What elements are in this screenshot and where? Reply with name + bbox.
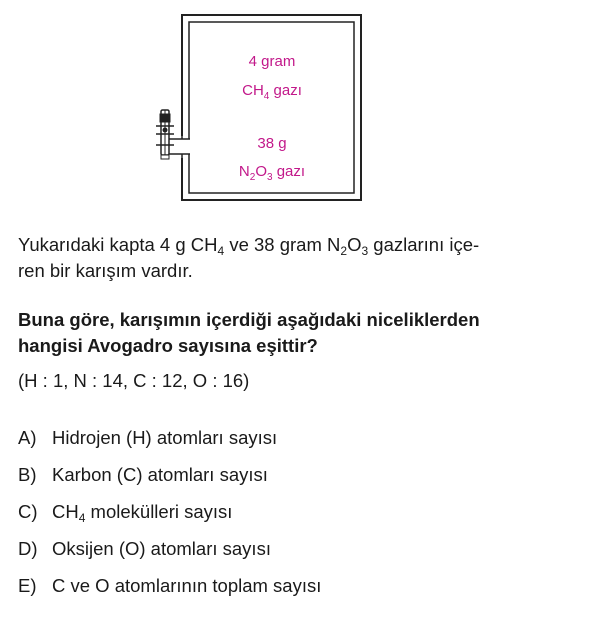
option-a-text: Hidrojen (H) atomları sayısı <box>52 427 278 448</box>
question-stem <box>18 307 598 359</box>
option-b-text: Karbon (C) atomları sayısı <box>52 464 268 485</box>
question-line-1: Buna göre, karışımın içerdiği aşağıdaki niceliklerden <box>18 309 480 330</box>
gas1-name: $CH_4$ gazı <box>242 82 302 102</box>
option-d-letter: D) <box>18 538 38 559</box>
intro-text-4: gazlarını içe- <box>368 234 480 255</box>
option-e-text: C ve O atomlarının toplam sayısı <box>52 575 322 596</box>
option-c-letter: C) <box>18 501 38 522</box>
gas2-name: $N_2O_3$ gazı <box>238 163 306 183</box>
option-d[interactable] <box>18 536 271 562</box>
option-e-letter: E) <box>18 575 37 596</box>
intro-text-2: ve 38 gram N <box>224 234 341 255</box>
intro-sub-3: 3 <box>361 244 369 258</box>
option-c-text-after: molekülleri sayısı <box>85 501 233 522</box>
option-c[interactable] <box>18 499 232 525</box>
container-inner-wall <box>189 22 354 193</box>
intro-sub-2: 2 <box>340 244 348 258</box>
option-a-letter: A) <box>18 427 37 448</box>
intro-paragraph <box>18 232 593 284</box>
option-d-text: Oksijen (O) atomları sayısı <box>52 538 271 559</box>
atomic-masses: (H : 1, N : 14, C : 12, O : 16) <box>18 370 250 391</box>
question-line-2: hangisi Avogadro sayısına eşittir? <box>18 335 318 356</box>
intro-sub-1: 4 <box>217 244 225 258</box>
option-b-letter: B) <box>18 464 37 485</box>
gas-container-diagram <box>0 0 606 225</box>
option-c-text-before: CH <box>52 501 79 522</box>
gas2-amount: 38 g <box>257 135 287 152</box>
option-b[interactable] <box>18 462 268 488</box>
intro-text-3: O <box>347 234 362 255</box>
gas1-amount: 4 gram <box>248 53 296 70</box>
option-e[interactable] <box>18 573 321 599</box>
intro-line-2: ren bir karışım vardır. <box>18 260 193 281</box>
intro-text-1: Yukarıdaki kapta 4 g CH <box>18 234 218 255</box>
option-a[interactable] <box>18 425 277 451</box>
option-c-sub: 4 <box>78 511 86 525</box>
